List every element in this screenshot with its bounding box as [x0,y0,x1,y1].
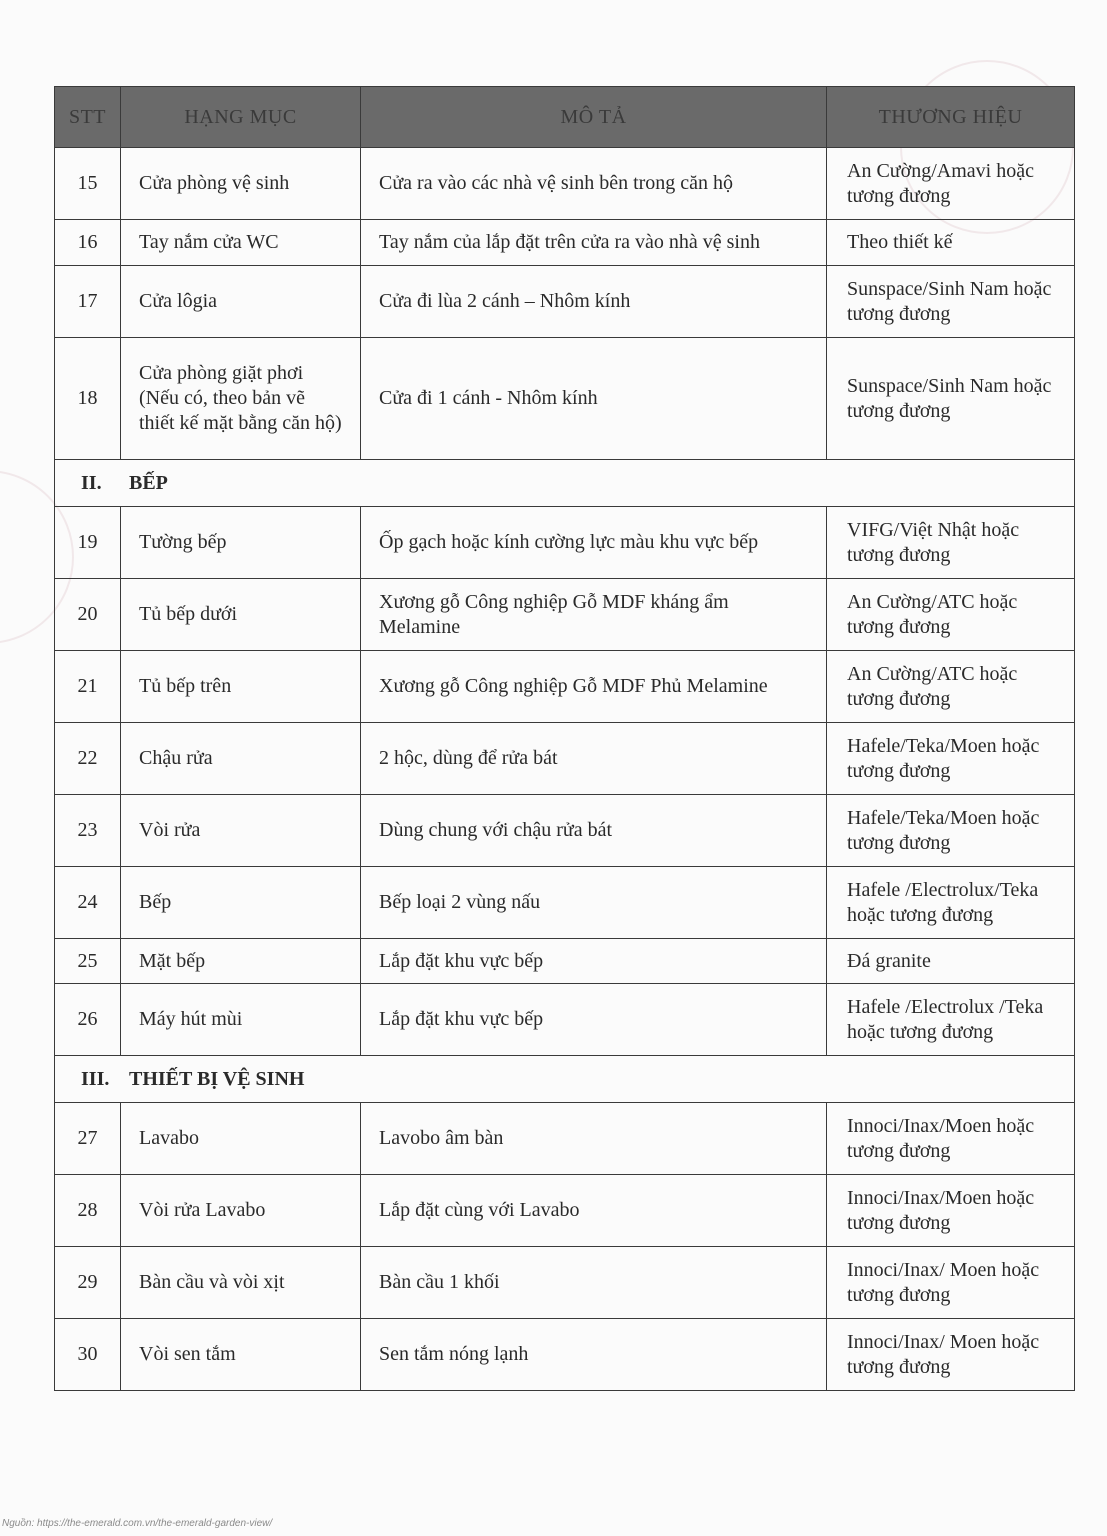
table-body [55,148,1075,1391]
table-row [55,984,1075,1056]
cell-stt: 20 [55,579,121,651]
cell-brand: An Cường/ATC hoặc tương đương [827,651,1075,723]
cell-stt: 27 [55,1103,121,1175]
cell-description: Xương gỗ Công nghiệp Gỗ MDF kháng ẩm Melamine [361,579,827,651]
cell-stt: 22 [55,723,121,795]
cell-stt: 28 [55,1175,121,1247]
cell-category: Máy hút mùi [121,984,361,1056]
cell-brand: Innoci/Inax/ Moen hoặc tương đương [827,1319,1075,1391]
spec-table [54,86,1075,1391]
cell-description: Bếp loại 2 vùng nấu [361,867,827,939]
section-row [55,1056,1075,1103]
cell-description: Tay nắm của lắp đặt trên cửa ra vào nhà vệ sinh [361,220,827,266]
cell-description: Dùng chung với chậu rửa bát [361,795,827,867]
cell-description: Cửa đi 1 cánh - Nhôm kính [361,338,827,460]
cell-stt: 17 [55,266,121,338]
table-row [55,723,1075,795]
table-row [55,220,1075,266]
table-row [55,579,1075,651]
cell-stt: 21 [55,651,121,723]
header-description: MÔ TẢ [361,87,827,148]
cell-brand: Hafele /Electrolux /Teka hoặc tương đương [827,984,1075,1056]
cell-stt: 15 [55,148,121,220]
cell-category: Mặt bếp [121,939,361,984]
cell-brand: Theo thiết kế [827,220,1075,266]
cell-category: Vòi rửa [121,795,361,867]
header-category: HẠNG MỤC [121,87,361,148]
cell-category: Vòi rửa Lavabo [121,1175,361,1247]
table-header [55,87,1075,148]
cell-description: Lắp đặt cùng với Lavabo [361,1175,827,1247]
cell-description: Lắp đặt khu vực bếp [361,939,827,984]
cell-brand: Innoci/Inax/Moen hoặc tương đương [827,1175,1075,1247]
cell-stt: 25 [55,939,121,984]
cell-stt: 26 [55,984,121,1056]
cell-brand: Sunspace/Sinh Nam hoặc tương đương [827,266,1075,338]
cell-description: Lavobo âm bàn [361,1103,827,1175]
cell-brand: An Cường/ATC hoặc tương đương [827,579,1075,651]
cell-brand: Đá granite [827,939,1075,984]
header-stt: STT [55,87,121,148]
cell-category: Bàn cầu và vòi xịt [121,1247,361,1319]
cell-category: Tường bếp [121,507,361,579]
cell-brand: Sunspace/Sinh Nam hoặc tương đương [827,338,1075,460]
cell-brand: Hafele/Teka/Moen hoặc tương đương [827,795,1075,867]
cell-stt: 29 [55,1247,121,1319]
table-row [55,148,1075,220]
cell-stt: 30 [55,1319,121,1391]
cell-category: Cửa phòng vệ sinh [121,148,361,220]
source-note: Nguồn: https://the-emerald.com.vn/the-emerald-garden-view/ [2,1518,273,1529]
cell-description: Xương gỗ Công nghiệp Gỗ MDF Phủ Melamine [361,651,827,723]
cell-description: Sen tắm nóng lạnh [361,1319,827,1391]
cell-brand: Innoci/Inax/ Moen hoặc tương đương [827,1247,1075,1319]
cell-brand: Innoci/Inax/Moen hoặc tương đương [827,1103,1075,1175]
cell-description: Ốp gạch hoặc kính cường lực màu khu vực bếp [361,507,827,579]
cell-brand: VIFG/Việt Nhật hoặc tương đương [827,507,1075,579]
cell-brand: Hafele /Electrolux/Teka hoặc tương đương [827,867,1075,939]
table-row [55,795,1075,867]
cell-category: Cửa phòng giặt phơi (Nếu có, theo bản vẽ thiết kế mặt bằng căn hộ) [121,338,361,460]
cell-category: Lavabo [121,1103,361,1175]
section-row [55,460,1075,507]
cell-stt: 16 [55,220,121,266]
cell-description: Cửa ra vào các nhà vệ sinh bên trong căn hộ [361,148,827,220]
table-row [55,266,1075,338]
cell-category: Tay nắm cửa WC [121,220,361,266]
cell-category: Vòi sen tắm [121,1319,361,1391]
table-row [55,1319,1075,1391]
cell-description: Cửa đi lùa 2 cánh – Nhôm kính [361,266,827,338]
cell-description: 2 hộc, dùng để rửa bát [361,723,827,795]
cell-stt: 24 [55,867,121,939]
section-heading [55,1056,1075,1103]
cell-category: Tủ bếp trên [121,651,361,723]
table-row [55,1247,1075,1319]
cell-stt: 23 [55,795,121,867]
section-title: BẾP [129,471,168,494]
table-row [55,939,1075,984]
section-number: II. [81,471,102,494]
cell-category: Cửa lôgia [121,266,361,338]
table-row [55,651,1075,723]
cell-description: Lắp đặt khu vực bếp [361,984,827,1056]
table-row [55,1103,1075,1175]
section-heading [55,460,1075,507]
header-brand: THƯƠNG HIỆU [827,87,1075,148]
table-row [55,507,1075,579]
cell-description: Bàn cầu 1 khối [361,1247,827,1319]
cell-brand: An Cường/Amavi hoặc tương đương [827,148,1075,220]
table-row [55,867,1075,939]
cell-stt: 18 [55,338,121,460]
cell-brand: Hafele/Teka/Moen hoặc tương đương [827,723,1075,795]
cell-stt: 19 [55,507,121,579]
cell-category: Bếp [121,867,361,939]
section-title: THIẾT BỊ VỆ SINH [129,1067,305,1090]
table-row [55,338,1075,460]
cell-category: Tủ bếp dưới [121,579,361,651]
cell-category: Chậu rửa [121,723,361,795]
table-row [55,1175,1075,1247]
header-row [55,87,1075,148]
section-number: III. [81,1067,110,1090]
